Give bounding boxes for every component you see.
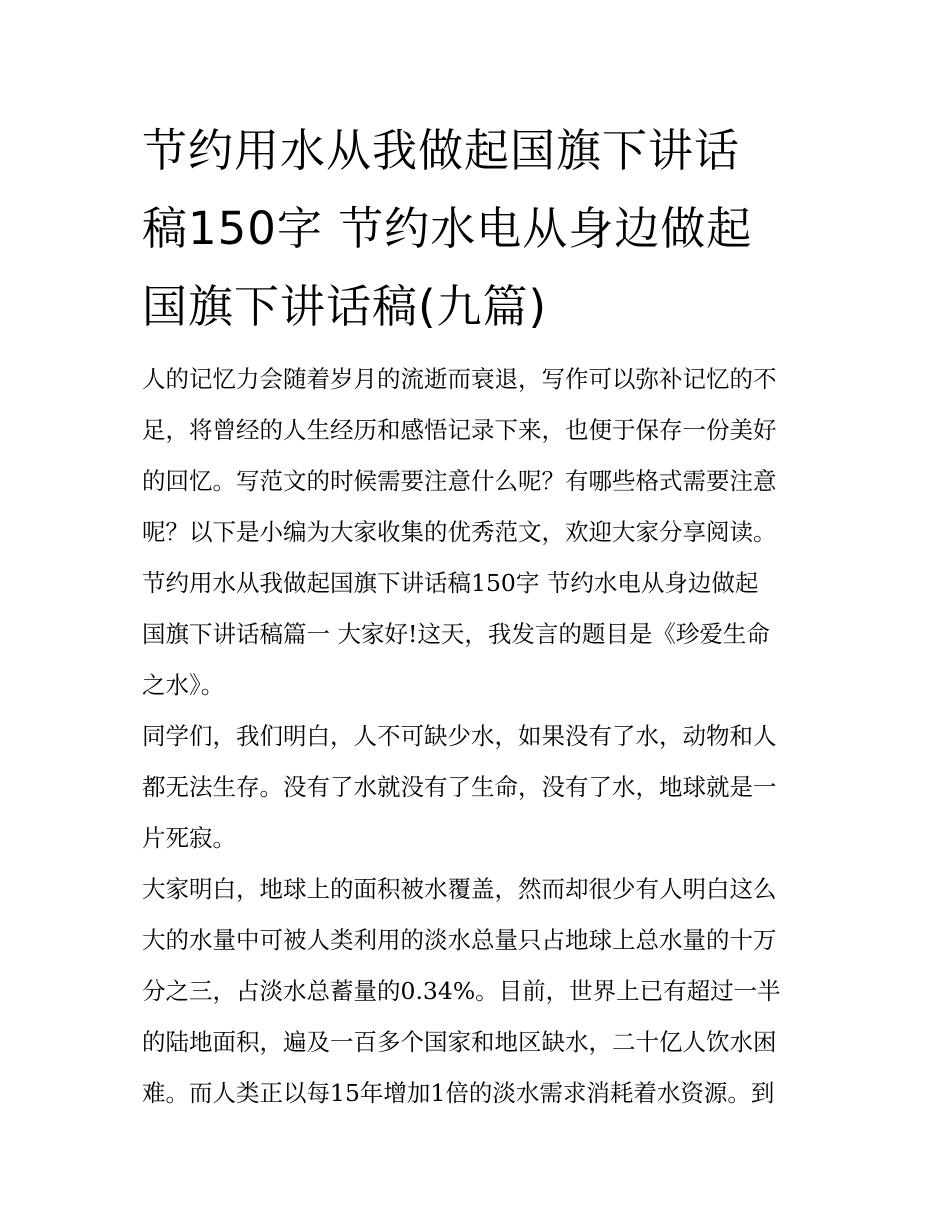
paragraph-intro: 人的记忆力会随着岁月的流逝而衰退，写作可以弥补记忆的不 足，将曾经的人生经历和感悟记录下来，也便于保存一份美好 的回忆。写范文的时候需要注意什么呢？有哪些格式需要注意 呢？以下是小编为大家收集的优秀范文，欢迎大家分享阅读。 xyxy=(142,365,777,546)
paragraph-speech-opening: 节约用水从我做起国旗下讲话稿150字 节约水电从身边做起 国旗下讲话稿篇一 大家好!这天，我发言的题目是《珍爱生命 之水》。 xyxy=(142,569,770,699)
paragraph-water-importance: 同学们，我们明白，人不可缺少水，如果没有了水，动物和人 都无法生存。没有了水就没有了生命，没有了水，地球就是一 片死寂。 xyxy=(142,722,777,852)
paragraph-water-scarcity: 大家明白，地球上的面积被水覆盖，然而却很少有人明白这么 大的水量中可被人类利用的淡水总量只占地球上总水量的十万 分之三，占淡水总蓄量的0.34%。目前，世界上已有超过一半 的陆地面积，遍及一百多个国家和地区缺水，二十亿人饮水困 难。而人类正以每15年增加1倍的淡水需求消耗着水资源。到 xyxy=(142,875,781,1107)
document-title: 节约用水从我做起国旗下讲话 稿150字 节约水电从身边做起 国旗下讲话稿(九篇) xyxy=(142,124,753,333)
document-body xyxy=(142,354,832,1119)
